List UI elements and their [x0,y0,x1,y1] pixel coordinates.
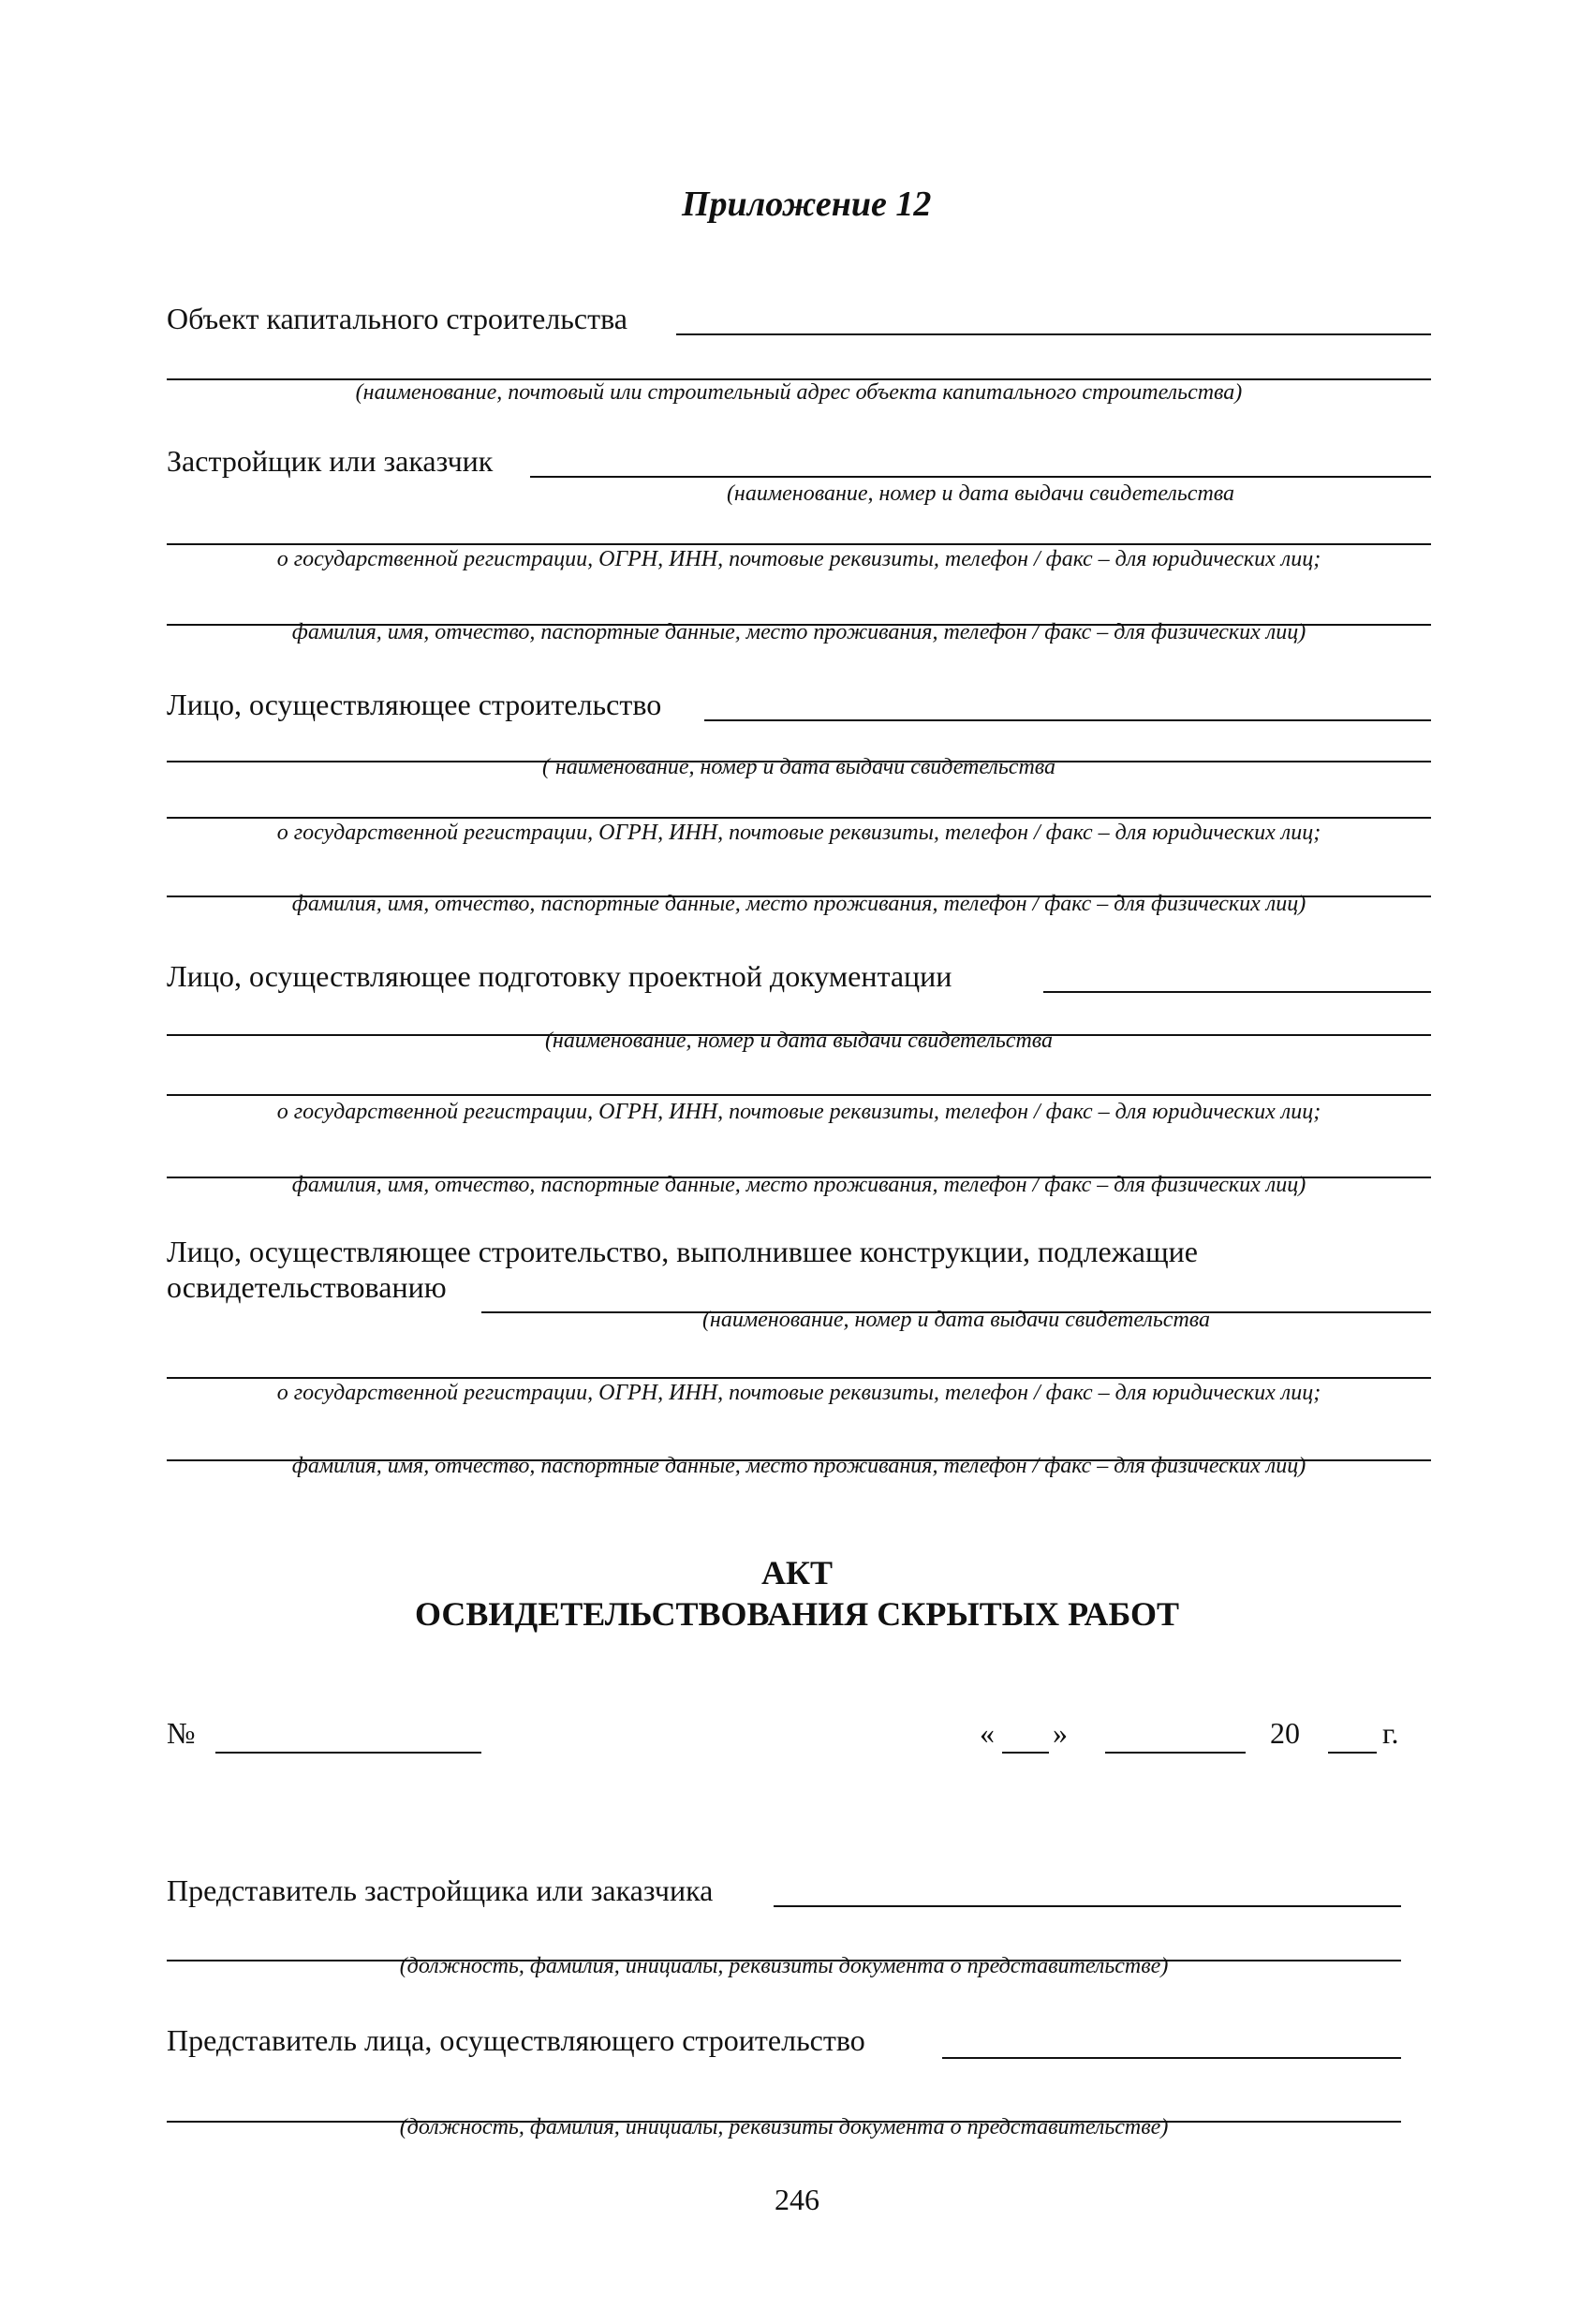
rep-builder-label: Представитель лица, осуществляющего строительство [167,2023,865,2057]
act-number-field[interactable] [215,1752,481,1754]
object-caption: (наименование, почтовый или строительный адрес объекта капитального строительства) [355,380,1243,405]
rep-developer-input-line[interactable] [774,1905,1401,1907]
builder-label: Лицо, осуществляющее строительство [167,688,662,721]
object-label: Объект капитального строительства [167,302,627,335]
act-number-sign: № [167,1716,196,1750]
designer-caption-2: о государственной регистрации, ОГРН, ИНН, почтовые реквизиты, телефон / факс – для юридических лиц; [276,1100,1321,1124]
designer-label: Лицо, осуществляющее подготовку проектной документации [167,959,952,993]
performer-label-1: Лицо, осуществляющее строительство, выполнившее конструкции, подлежащие [167,1235,1198,1268]
builder-line-3[interactable] [167,817,1431,819]
designer-caption-3: фамилия, имя, отчество, паспортные данные, место проживания, телефон / факс – для физических лиц) [291,1173,1306,1197]
date-quote-open: « [980,1716,995,1750]
date-year-field[interactable] [1328,1752,1377,1754]
developer-caption-1: (наименование, номер и дата выдачи свидетельства [726,481,1235,506]
developer-caption-3: фамилия, имя, отчество, паспортные данные, место проживания, телефон / факс – для физических лиц) [291,620,1306,644]
developer-caption-2: о государственной регистрации, ОГРН, ИНН, почтовые реквизиты, телефон / факс – для юридических лиц; [276,547,1321,571]
builder-caption-3: фамилия, имя, отчество, паспортные данные, место проживания, телефон / факс – для физических лиц) [291,892,1306,916]
developer-input-line[interactable] [530,476,1431,478]
object-input-line[interactable] [676,333,1431,335]
date-year-suffix: г. [1382,1716,1399,1750]
performer-line-2[interactable] [167,1377,1431,1379]
developer-label: Застройщик или заказчик [167,444,494,478]
performer-caption-3: фамилия, имя, отчество, паспортные данные, место проживания, телефон / факс – для физических лиц) [291,1454,1306,1478]
date-year-prefix: 20 [1270,1716,1300,1750]
builder-caption-2: о государственной регистрации, ОГРН, ИНН, почтовые реквизиты, телефон / факс – для юридических лиц; [276,821,1321,845]
act-subtitle: ОСВИДЕТЕЛЬСТВОВАНИЯ СКРЫТЫХ РАБОТ [414,1595,1180,1633]
designer-input-line[interactable] [1043,991,1431,993]
designer-line-3[interactable] [167,1094,1431,1096]
performer-label-2: освидетельствованию [167,1270,447,1304]
rep-developer-caption: (должность, фамилия, инициалы, реквизиты документа о представительстве) [399,1954,1169,1978]
date-day-field[interactable] [1002,1752,1049,1754]
appendix-title: Приложение 12 [682,185,932,224]
rep-builder-input-line[interactable] [942,2057,1401,2059]
date-quote-close: » [1053,1716,1068,1750]
performer-caption-2: о государственной регистрации, ОГРН, ИНН, почтовые реквизиты, телефон / факс – для юридических лиц; [276,1381,1321,1405]
performer-caption-1: (наименование, номер и дата выдачи свидетельства [701,1308,1211,1332]
designer-caption-1: (наименование, номер и дата выдачи свидетельства [544,1029,1054,1053]
builder-caption-1: ( наименование, номер и дата выдачи свидетельства [541,755,1056,779]
rep-builder-caption: (должность, фамилия, инициалы, реквизиты документа о представительстве) [399,2115,1169,2139]
builder-input-line[interactable] [704,719,1431,721]
rep-developer-label: Представитель застройщика или заказчика [167,1873,714,1907]
act-title: АКТ [760,1554,834,1591]
page-number: 246 [775,2183,819,2216]
developer-line-2[interactable] [167,543,1431,545]
date-month-field[interactable] [1105,1752,1246,1754]
